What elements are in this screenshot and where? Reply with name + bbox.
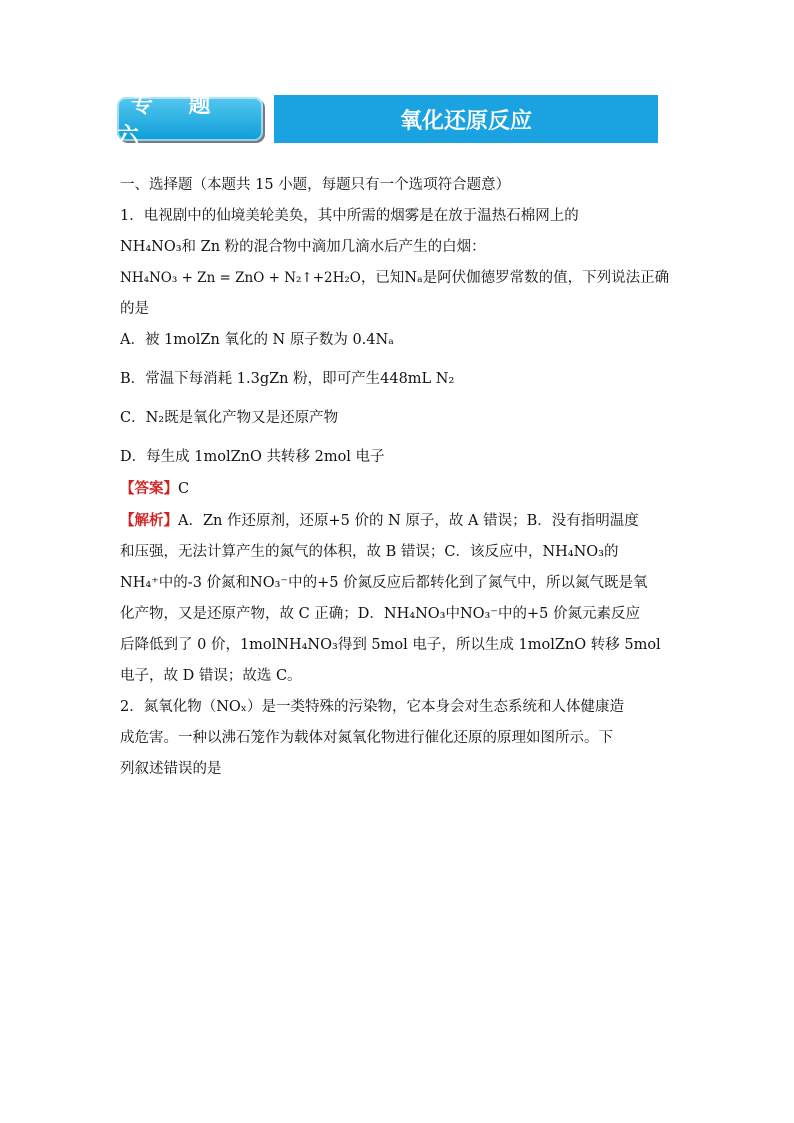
q1-stem-line3 bbox=[120, 263, 676, 294]
reaction-equation: NH₄NO₃ + Zn = ZnO + N₂↑+2H₂O bbox=[120, 270, 361, 286]
document-body bbox=[120, 170, 676, 785]
option-a: A．被 1molZn 氧化的 N 原子数为 0.4Nₐ bbox=[120, 332, 394, 348]
topic-banner bbox=[117, 93, 658, 149]
section-heading: 一、选择题（本题共 15 小题，每题只有一个选项符合题意） bbox=[120, 177, 511, 193]
q2-stem-line2: 成危害。一种以沸石笼作为载体对氮氧化物进行催化还原的原理如图所示。下 bbox=[120, 730, 613, 746]
analysis-line6: 电子，故 D 错误；故选 C。 bbox=[120, 668, 302, 684]
q2-stem-line3: 列叙述错误的是 bbox=[120, 761, 222, 777]
analysis-line2: 和压强，无法计算产生的氮气的体积，故 B 错误；C．该反应中，NH₄NO₃的 bbox=[120, 544, 619, 560]
option-c: C．N₂既是氧化产物又是还原产物 bbox=[120, 410, 339, 426]
q1-stem-line1: 1．电视剧中的仙境美轮美奂，其中所需的烟雾是在放于温热石棉网上的 bbox=[120, 208, 579, 224]
analysis-line5: 后降低到了 0 价，1molNH₄NO₃得到 5mol 电子，所以生成 1molZnO 转移 5mol bbox=[120, 637, 661, 653]
answer-label: 【答案】 bbox=[120, 480, 178, 497]
q1-stem-line2: NH₄NO₃和 Zn 粉的混合物中滴加几滴水后产生的白烟： bbox=[120, 239, 486, 255]
answer-line bbox=[120, 473, 676, 505]
q1-stem-line4: 的是 bbox=[120, 301, 149, 317]
analysis-line1 bbox=[120, 505, 676, 537]
analysis-line4: 化产物，又是还原产物，故 C 正确；D．NH₄NO₃中NO₃⁻中的+5 价氮元素反应 bbox=[120, 606, 640, 622]
topic-number-tag: 专 题 六 bbox=[117, 97, 263, 141]
option-b: B．常温下每消耗 1.3gZn 粉，即可产生448mL N₂ bbox=[120, 371, 455, 387]
analysis-text: A．Zn 作还原剂，还原+5 价的 N 原子，故 A 错误；B．没有指明温度 bbox=[178, 513, 639, 529]
analysis-line3: NH₄⁺中的-3 价氮和NO₃⁻中的+5 价氮反应后都转化到了氮气中，所以氮气既是氧 bbox=[120, 575, 648, 591]
q2-stem-line1: 2．氮氧化物（NOₓ）是一类特殊的污染物，它本身会对生态系统和人体健康造 bbox=[120, 699, 624, 715]
option-d: D．每生成 1molZnO 共转移 2mol 电子 bbox=[120, 449, 385, 465]
answer-value: C bbox=[178, 481, 190, 497]
analysis-label: 【解析】 bbox=[120, 512, 178, 529]
q1-stem-line3-tail: ，已知Nₐ是阿伏伽德罗常数的值，下列说法正确 bbox=[360, 270, 670, 286]
topic-title: 氧化还原反应 bbox=[274, 95, 658, 143]
